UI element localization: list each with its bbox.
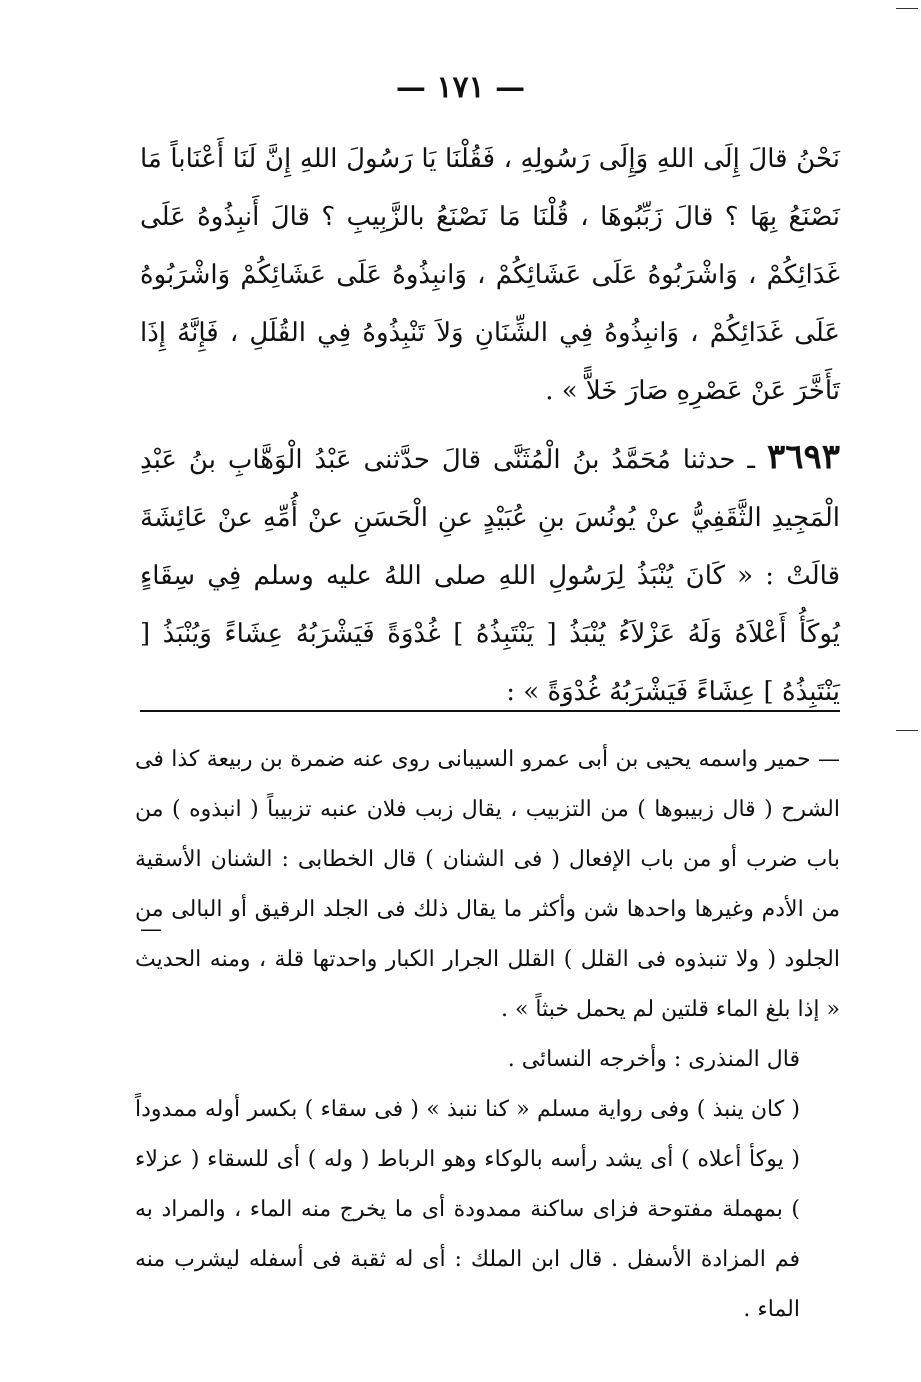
footnote-explanation: ( كان ينبذ ) وفى رواية مسلم « كنا ننبذ » ( فى سقاء ) بكسر أوله ممدوداً ( يوكأ أعلاه ) أى يشد رأسه بالوكاء وهو الرباط ( وله ) أى للسقاء ( عزلاء ) بمهملة مفتوحة فزاى ساكنة ممدودة أى ما يخرج منه الماء ، والمراد به فم المزادة الأسفل . قال ابن الملك : أى له ثقبة فى أسفله ليشرب منه الماء . [135,1097,800,1322]
scan-edge-mark [896,8,918,9]
hadith-text: ـ حدثنا مُحَمَّدُ بنُ الْمُثَنَّى قالَ حدَّثنى عَبْدُ الْوَهَّابِ بنُ عَبْدِ الْمَجِيدِ الثَّقَفِيُّ عنْ يُونُسَ بنِ عُبَيْدٍ عنِ الْحَسَنِ عنْ أُمِّهِ عنْ عَائِشَةَ قالَتْ : « كَانَ يُنْبَذُ لِرَسُولِ اللهِ صلى اللهُ عليه وسلم فِي سِقَاءٍ يُوكَأُ أَعْلاَهُ وَلَهُ عَزْلاَءُ يُنْبَذُ [ يَنْتَبِذُهُ ] غُدْوَةً فَيَشْرَبُهُ عِشَاءً وَيُنْبَذُ [ يَنْتَبِذُهُ ] عِشَاءً فَيَشْرَبُهُ غُدْوَةً » : [140,445,840,707]
footnote-mundhiri: قال المنذرى : وأخرجه النسائى . [507,1047,800,1072]
hadith-number: ٣٦٩٣ [766,437,841,477]
hadith-continuation: نَحْنُ قالَ إِلَى اللهِ وَإِلَى رَسُولِهِ ، فَقُلْنَا يَا رَسُولَ اللهِ إِنَّ لَنَا أَعْنَاباً مَا نَصْنَعُ بِهَا ؟ قالَ زَبِّبُوهَا ، قُلْنَا مَا نَصْنَعُ بالزَّبِيبِ ؟ قالَ أَنبِذُوهُ عَلَى غَدَائِكُمْ ، وَاشْرَبُوهُ عَلَى عَشَائِكُمْ ، وَانبِذُوهُ عَلَى عَشَائِكُمْ وَاشْرَبُوهُ عَلَى غَدَائِكُمْ ، وَانبِذُوهُ فِي الشِّنَانِ وَلاَ تَنْبِذُوهُ فِي القُلَلِ ، فَإِنَّهُ إِذَا تَأَخَّرَ عَنْ عَصْرِهِ صَارَ خَلاًّ » . [140,144,840,406]
margin-mark: — [140,917,162,942]
footnote-commentary: — حمير واسمه يحيى بن أبى عمرو السيبانى روى عنه ضمرة بن ربيعة كذا فى الشرح ( قال زبيبوها ) من التزبيب ، يقال زبب فلان عنبه تزبيباً ( انبذوه ) من باب ضرب أو من باب الإفعال ( فى الشنان ) قال الخطابى : الشنان الأسقية من الأدم وغيرها واحدها شن وأكثر ما يقال ذلك فى الجلد الرقيق أو البالى من الجلود ( ولا تنبذوه فى القلل ) القلل الجرار الكبار واحدتها قلة ، ومنه الحديث « إذا بلغ الماء قلتين لم يحمل خبثاً » . [135,747,840,1022]
footnotes [135,735,840,1335]
hadith-3693 [140,428,840,721]
footnote-divider [140,710,840,712]
page-number: — ١٧١ — [395,70,526,105]
main-text [140,130,840,721]
scan-edge-mark [896,730,918,731]
